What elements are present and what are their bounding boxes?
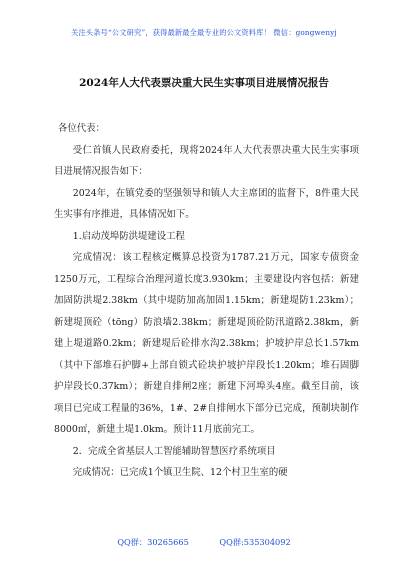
section-heading-2: 2．完成全省基层人工智能辅助智慧医疗系统项目 <box>72 445 276 457</box>
paragraph-section-2: 完成情况：已完成1个镇卫生院、12个村卫生室的硬 <box>72 467 288 478</box>
header-notice[interactable]: 关注头条号“公文研究”，获得最新最全最专业的公文资料库！ 微信：gongwenyj <box>71 28 337 37</box>
footer-qq-group-1[interactable]: QQ群：30265665 <box>117 537 189 547</box>
footer-qq-group-2[interactable]: QQ群:535304092 <box>219 537 291 547</box>
paragraph-intro: 受仁首镇人民政府委托，现将2024年人大代表票决重大民生实事项目进展情况报告如下： <box>54 144 359 177</box>
section-heading-1: 1.启动茂埠防洪堤建设工程 <box>72 230 185 242</box>
salutation: 各位代表： <box>58 123 105 134</box>
paragraph-overview: 2024年，在镇党委的坚强领导和镇人大主席团的监督下，8件重大民生实事有序推进，具体情况如下。 <box>54 187 359 220</box>
footer-notice <box>0 537 408 548</box>
paragraph-section-1: 完成情况：该工程核定概算总投资为1787.21万元，国家专债资金1250万元，工程综合治理河道长度3.930km；主要建设内容包括：新建加固防洪堤2.38km（其中堤防加高加固1.15km；新建堤防1.23km）；新建堤顶砼（tōng）防浪墙2.38km；新建堤顶砼防汛道路2.38km，新建上堤道路0.2km；新建堤后砼排水沟2.38km；护坡护岸总长1.57km（其中下部堆石护脚+上部自锁式砼块护坡护岸段长1.20km；堆石固脚护岸段长0.37km）；新建自排闸2座；新建下河埠头4座。截至目前，该项目已完成工程量的36%，1#、2#自排闸水下部分已完成，预制块制作8000㎡，新建土堤1.0km。预计11月底前完工。 <box>54 252 359 435</box>
page-title: 2024年人大代表票决重大民生实事项目进展情况报告 <box>79 77 329 89</box>
document-body <box>54 118 359 484</box>
